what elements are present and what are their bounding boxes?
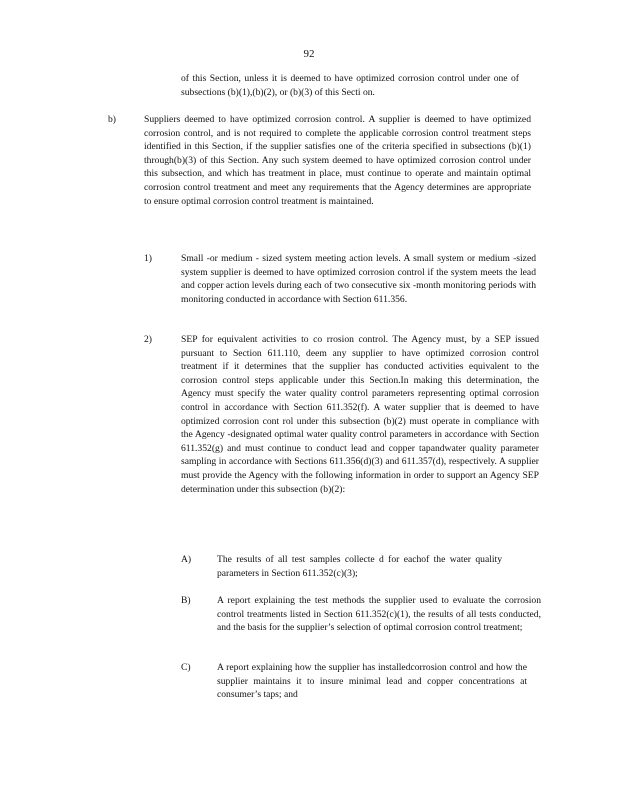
item-c-label: C) <box>181 662 191 673</box>
item-b-text: A report explaining the test methods the supplier used to evaluate the corrosion control treatments listed in Section 611.352(c)(1), the results of all tests conducted, and the basis for the supplier’s selection of optimal corrosion control treatment; <box>217 595 541 634</box>
item-c-text: A report explaining how the supplier has installedcorrosion control and how the supplier maintains it to insure minimal lead and copper concentrations at consumer’s taps; and <box>217 662 527 701</box>
subsection-b-label: b) <box>108 114 116 125</box>
intro-paragraph: of this Section, unless it is deemed to have optimized corrosion control under one of subsections (b)(1),(b)(2), or (b)(3) of this Secti on. <box>181 73 519 98</box>
subsection-b-text: Suppliers deemed to have optimized corrosion control. A supplier is deemed to have optimized corrosion control, and is not required to complete the applicable corrosion control treatment steps identified in this Section, if the supplier satisfies one of the criteria specified in subsections (b)(1) through(b)(3) of this Section. Any such system deemed to have optimized corrosion control under this subsection, and which has treatment in place, must continue to operate and maintain optimal corrosion control treatment and meet any requirements that the Agency determines are appropriate to ensure optimal corrosion control treatment is maintained. <box>144 114 531 207</box>
subsection-b2-text: SEP for equivalent activities to co rrosion control. The Agency must, by a SEP issued pursuant to Section 611.110, deem any supplier to have optimized corrosion control treatment if it determines that the supplier has conducted activities equivalent to the corrosion control steps applicable under this Section.In making this determination, the Agency must specify the water quality control parameters representing optimal corrosion control in accordance with Section 611.352(f). A water supplier that is deemed to have optimized corrosion cont rol under this subsection (b)(2) must operate in compliance with the Agency -designated optimal water quality control parameters in accordance with Section 611.352(g) and must continue to conduct lead and copper tapandwater quality parameter sampling in accordance with Sections 611.356(d)(3) and 611.357(d), respectively. A supplier must provide the Agency with the following information in order to support an Agency SEP determination under this subsection (b)(2): <box>181 334 539 495</box>
item-a-label: A) <box>181 554 192 565</box>
item-a-text: The results of all test samples collecte d for eachof the water quality parameters in Section 611.352(c)(3); <box>217 554 502 579</box>
subsection-b1-label: 1) <box>144 253 152 264</box>
subsection-b2-label: 2) <box>144 334 152 345</box>
subsection-b1-text: Small -or medium - sized system meeting action levels. A small system or medium -sized system supplier is deemed to have optimized corrosion control if the system meets the lead and copper action levels during each of two consecutive six -month monitoring periods with monitoring conducted in accordance with Section 611.356. <box>181 253 536 305</box>
item-b-label: B) <box>181 595 191 606</box>
page-number: 92 <box>303 48 315 60</box>
